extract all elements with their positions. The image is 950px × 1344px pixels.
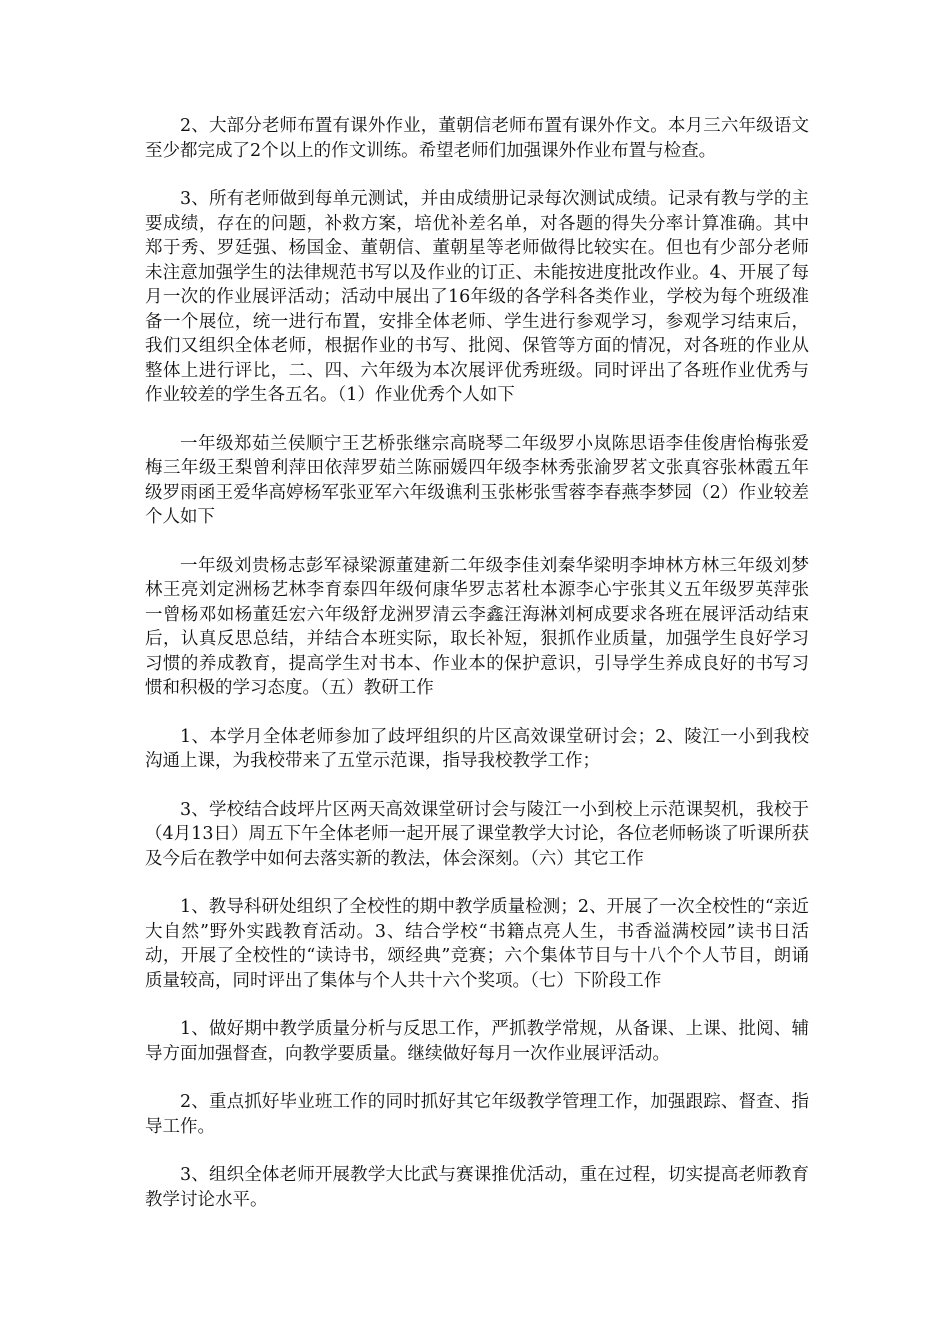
paragraph-next-plan-3: 3、组织全体老师开展教学大比武与赛课推优活动，重在过程，切实提高老师教育教学讨论水平。	[145, 1165, 809, 1210]
paragraph-unit-tests: 3、所有老师做到每单元测试，并由成绩册记录每次测试成绩。记录有教与学的主要成绩，存在的问题，补救方案，培优补差名单，对各题的得失分率计算准确。其中郑于秀、罗廷强、杨国金、董朝信、董朝星等老师做得比较实在。但也有少部分老师未注意加强学生的法律规范书写以及作业的订正、未能按进度批改作业。4、开展了每月一次的作业展评活动；活动中展出了16年级的各学科各类作业，学校为每个班级准备一个展位，统一进行布置，安排全体老师、学生进行参观学习，参观学习结束后，我们又组织全体老师，根据作业的书写、批阅、保管等方面的情况，对各班的作业从整体上进行评比，二、四、六年级为本次展评优秀班级。同时评出了各班作业优秀与作业较差的学生各五名。（1）作业优秀个人如下	[145, 189, 809, 405]
paragraph-next-plan-1: 1、做好期中教学质量分析与反思工作，严抓教学常规，从备课、上课、批阅、辅导方面加强督查，向教学要质量。继续做好每月一次作业展评活动。	[145, 1019, 809, 1064]
paragraph-other-work: 1、教导科研处组织了全校性的期中教学质量检测；2、开展了一次全校性的“亲近大自然”野外实践教育活动。3、结合学校“书籍点亮人生，书香溢满校园”读书日活动，开展了全校性的“读诗书，颂经典”竞赛；六个集体节目与十八个个人节目，朗诵质量较高，同时评出了集体与个人共十六个奖项。（七）下阶段工作	[145, 897, 809, 991]
paragraph-next-plan-2: 2、重点抓好毕业班工作的同时抓好其它年级教学管理工作，加强跟踪、督查、指导工作。	[145, 1092, 809, 1137]
document-body	[145, 114, 809, 1236]
paragraph-homework-assignment: 2、大部分老师布置有课外作业，董朝信老师布置有课外作文。本月三六年级语文至少都完成了2个以上的作文训练。希望老师们加强课外作业布置与检查。	[145, 116, 809, 161]
paragraph-excellent-students: 一年级郑茹兰侯顺宁王艺桥张继宗高晓琴二年级罗小岚陈思语李佳俊唐怡梅张爱梅三年级王梨曾利萍田依萍罗茹兰陈丽媛四年级李林秀张渝罗茗文张真容张林霞五年级罗雨函王爱华高婷杨军张亚军六年级谯利玉张彬张雪蓉李春燕李梦园（2）作业较差个人如下	[145, 433, 809, 527]
paragraph-poor-students: 一年级刘贵杨志彭军禄梁源董建新二年级李佳刘秦华梁明李坤林方林三年级刘梦林王亮刘定洲杨艺林李育泰四年级何康华罗志茗杜本源李心宇张其义五年级罗英萍张一曾杨邓如杨董廷宏六年级舒龙洲罗清云李鑫汪海淋刘柯成要求各班在展评活动结束后，认真反思总结，并结合本班实际，取长补短，狠抓作业质量，加强学生良好学习习惯的养成教育，提高学生对书本、作业本的保护意识，引导学生养成良好的书写习惯和积极的学习态度。（五）教研工作	[145, 555, 809, 698]
paragraph-classroom-discussion: 3、学校结合歧坪片区两天高效课堂研讨会与陵江一小到校上示范课契机，我校于（4月13日）周五下午全体老师一起开展了课堂教学大讨论，各位老师畅谈了听课所获及今后在教学中如何去落实新的教法，体会深刻。（六）其它工作	[145, 799, 809, 869]
paragraph-research-seminar: 1、本学月全体老师参加了歧坪组织的片区高效课堂研讨会；2、陵江一小到我校沟通上课，为我校带来了五堂示范课，指导我校教学工作；	[145, 726, 809, 771]
